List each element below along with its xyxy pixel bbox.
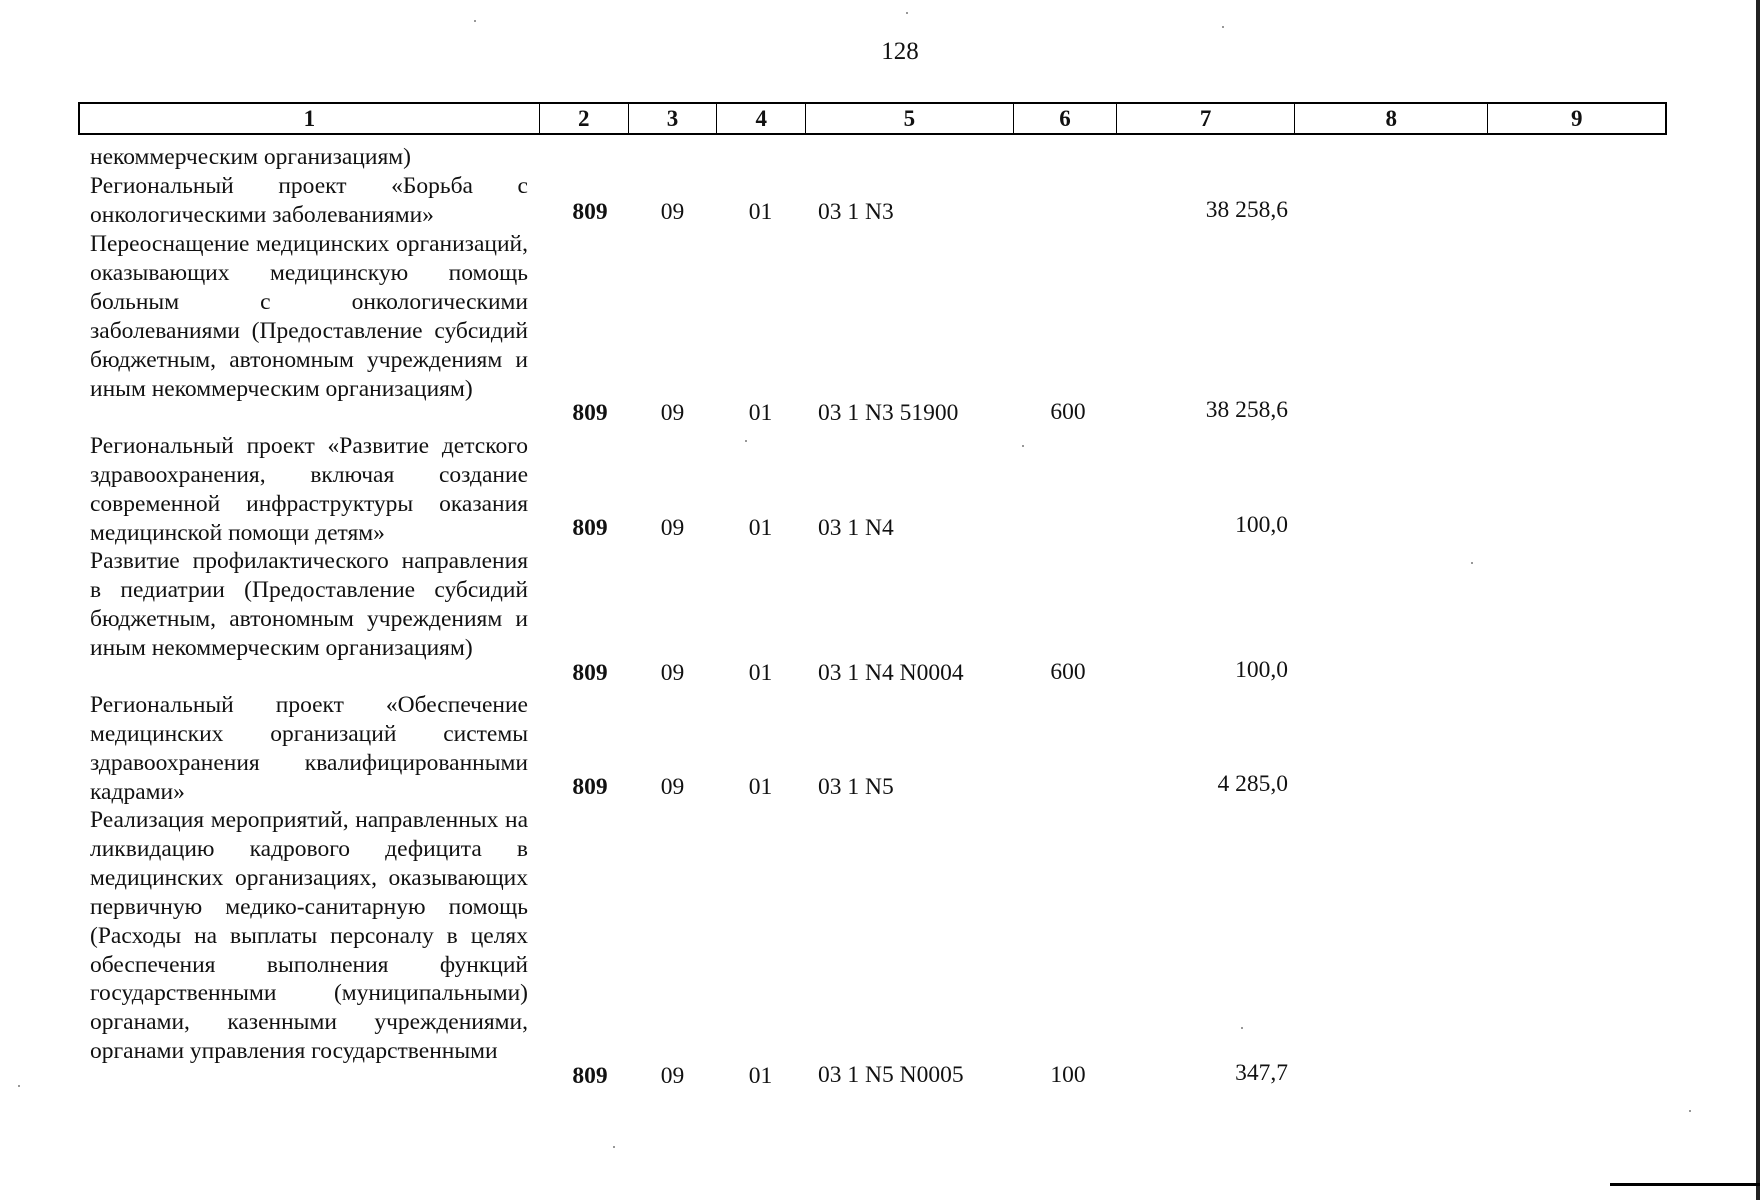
cell-col4: 01 (748, 400, 773, 426)
column-header-1: 1 (80, 104, 540, 133)
row-description: некоммерческим организациям) (90, 144, 411, 170)
column-header-7: 7 (1117, 104, 1295, 133)
scan-speck (1689, 1110, 1691, 1112)
column-header-2: 2 (540, 104, 629, 133)
cell-col5: 03 1 N3 (818, 199, 894, 225)
column-header-6: 6 (1014, 104, 1118, 133)
cell-col6: 100 (1050, 1062, 1086, 1088)
cell-col3: 09 (660, 199, 685, 225)
cell-col3: 09 (660, 774, 685, 800)
page-number: 128 (881, 38, 919, 65)
scan-speck (474, 20, 476, 22)
cell-col7: 100,0 (1235, 512, 1288, 538)
scan-speck (613, 1146, 615, 1148)
column-header-5: 5 (806, 104, 1013, 133)
cell-col5: 03 1 N4 N0004 (818, 660, 964, 686)
column-header-9: 9 (1570, 106, 1583, 131)
cell-col7: 4 285,0 (1217, 771, 1288, 797)
cell-col3: 09 (660, 660, 685, 686)
column-header-8: 8 (1295, 104, 1489, 133)
row-description: Региональный проект «Развитие детского здравоохранения, включая создание современной инфраструктуры оказания медицинской помощи детям» (90, 433, 528, 546)
column-header-3: 3 (629, 104, 718, 133)
cell-col3: 09 (660, 515, 685, 541)
cell-col2: 809 (572, 199, 608, 225)
row-description: Переоснащение медицинских организаций, оказывающих медицинскую помощь больным с онкологическими заболеваниями (Предоставление субсидий бюджетным, автономным учреждениям и иным некоммерческим организациям) (90, 231, 528, 402)
cell-col2: 809 (572, 400, 608, 426)
scan-speck (745, 440, 747, 442)
row-description: Региональный проект «Борьба с онкологическими заболеваниями» (90, 173, 528, 228)
cell-col7: 347,7 (1235, 1060, 1288, 1086)
row-description: Развитие профилактического направления в педиатрии (Предоставление субсидий бюджетным, автономным учреждениям и иным некоммерческим организациям) (90, 548, 528, 661)
cell-col7: 100,0 (1235, 657, 1288, 683)
column-header-4: 4 (717, 104, 806, 133)
scan-edge-shadow (1756, 0, 1760, 1200)
cell-col2: 809 (572, 515, 608, 541)
cell-col5: 03 1 N5 N0005 (818, 1062, 964, 1088)
cell-col3: 09 (660, 1063, 685, 1089)
cell-col2: 809 (572, 774, 608, 800)
scan-speck (1471, 562, 1473, 564)
scan-speck (1222, 26, 1224, 28)
cell-col4: 01 (748, 1063, 773, 1089)
scan-bottom-line (1610, 1183, 1760, 1186)
cell-col4: 01 (748, 515, 773, 541)
cell-col4: 01 (748, 774, 773, 800)
row-description: Реализация мероприятий, направленных на ликвидацию кадрового дефицита в медицинских организациях, оказывающих первичную медико-санитарную помощь (Расходы на выплаты персоналу в целях обеспечения выполнения функций государственными (муниципальными) органами, казенными учреждениями, органами управления государственными (90, 807, 528, 1065)
row-description: Региональный проект «Обеспечение медицинских организаций системы здравоохранения квалифицированными кадрами» (90, 692, 528, 805)
cell-col4: 01 (748, 660, 773, 686)
cell-col3: 09 (660, 400, 685, 426)
cell-col5: 03 1 N3 51900 (818, 400, 959, 426)
cell-col6: 600 (1050, 399, 1086, 425)
scan-speck (1022, 445, 1024, 447)
cell-col4: 01 (748, 199, 773, 225)
cell-col7: 38 258,6 (1205, 397, 1288, 423)
cell-col5: 03 1 N4 (818, 515, 894, 541)
cell-col2: 809 (572, 1063, 608, 1089)
cell-col5: 03 1 N5 (818, 774, 894, 800)
cell-col2: 809 (572, 660, 608, 686)
scan-speck (906, 12, 908, 14)
cell-col6: 600 (1050, 659, 1086, 685)
scan-speck (18, 1085, 20, 1087)
scan-speck (1241, 1027, 1243, 1029)
cell-col7: 38 258,6 (1205, 197, 1288, 223)
